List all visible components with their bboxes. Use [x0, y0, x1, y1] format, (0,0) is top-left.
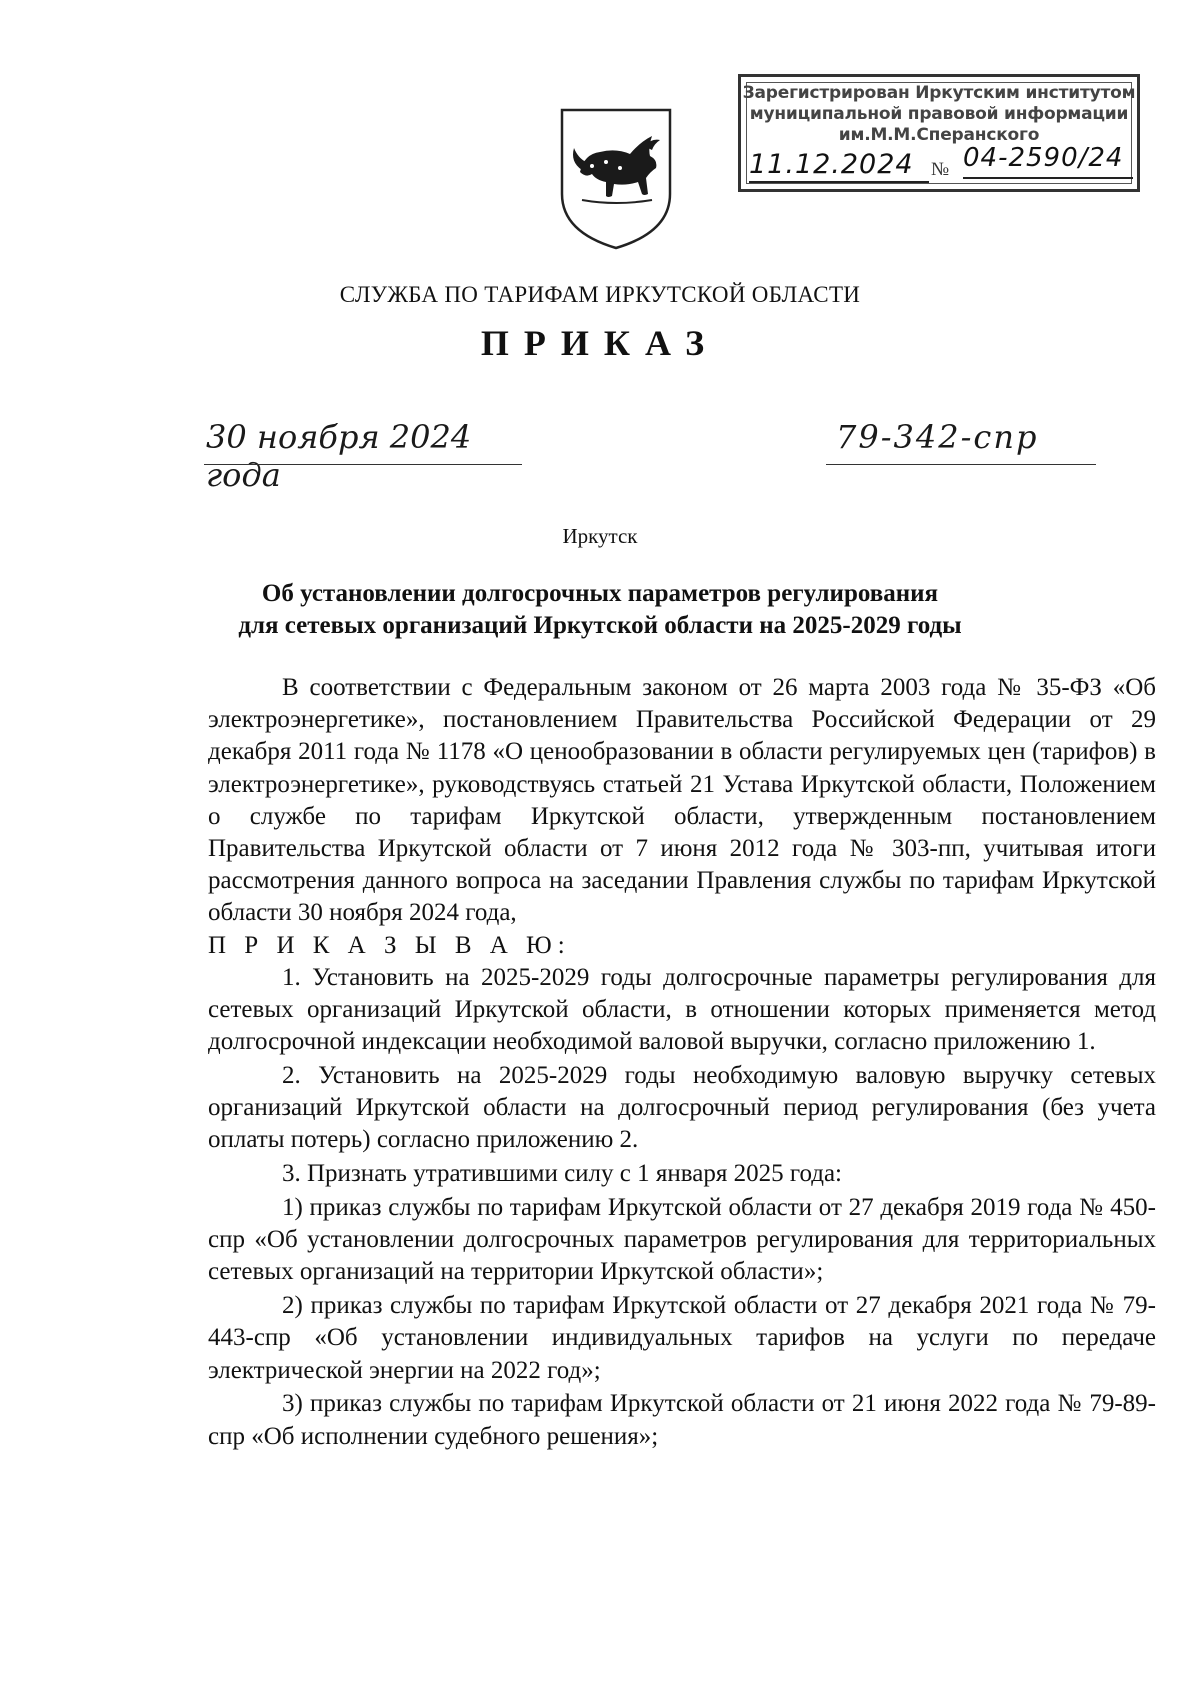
order-number-underline	[826, 464, 1096, 465]
item-3-subitem-3: 3) приказ службы по тарифам Иркутской области от 21 июня 2022 года № 79-89-спр «Об исполнении судебного решения»;	[208, 1390, 1156, 1450]
stamp-number-label: №	[931, 159, 950, 180]
agency-name: СЛУЖБА ПО ТАРИФАМ ИРКУТСКОЙ ОБЛАСТИ	[339, 282, 861, 307]
order-date-handwritten: 30 ноября 2024 года	[206, 418, 472, 494]
coat-of-arms-icon	[556, 102, 676, 252]
subject-line-2: для сетевых организаций Иркутской области на 2025-2029 годы	[238, 612, 962, 639]
stamp-line-1: Зарегистрирован Иркутским институтом	[742, 83, 1136, 103]
item-2: 2. Установить на 2025-2029 годы необходимую валовую выручку сетевых организаций Иркутской области на долгосрочный период регулирования (без учета оплаты потерь) согласно приложению 2.	[208, 1062, 1156, 1154]
order-date-underline	[204, 464, 522, 465]
city-name: Иркутск	[562, 524, 638, 548]
stamp-line-2: муниципальной правовой информации	[749, 104, 1129, 124]
registration-stamp	[738, 74, 1140, 192]
stamp-line-3: им.М.М.Сперанского	[838, 125, 1040, 145]
item-1: 1. Установить на 2025-2029 годы долгосрочные параметры регулирования для сетевых организаций Иркутской области, в отношении которых применяется метод долгосрочной индексации необходимой валовой выручки, согласно приложению 1.	[208, 963, 1156, 1056]
stamp-date-underline	[749, 181, 929, 183]
stamp-registration-number: 04-2590/24	[963, 143, 1124, 173]
order-number-handwritten: 79-342-спр	[836, 418, 1039, 456]
preamble-paragraph: В соответствии с Федеральным законом от 26 марта 2003 года № 35-ФЗ «Об электроэнергетике», постановлением Правительства Российской Федерации от 29 декабря 2011 года № 1178 «О ценообразовании в области регулируемых цен (тарифов) в электроэнергетике», руководствуясь статьей 21 Устава Иркутской области, Положением о службе по тарифам Иркутской области, утвержденным постановлением Правительства Иркутской области от 7 июня 2012 года № 303-пп, учитывая итоги рассмотрения данного вопроса на заседании Правления службы по тарифам Иркутской области 30 ноября 2024 года,	[208, 674, 1156, 927]
subject-line-1: Об установлении долгосрочных параметров регулирования	[261, 580, 939, 607]
stamp-number-underline	[963, 177, 1133, 179]
item-3-subitem-2: 2) приказ службы по тарифам Иркутской области от 27 декабря 2021 года № 79-443-спр «Об установлении индивидуальных тарифов на услуги по передаче электрической энергии на 2022 год»;	[208, 1292, 1156, 1384]
item-3-subitem-1: 1) приказ службы по тарифам Иркутской области от 27 декабря 2019 года № 450-спр «Об установлении долгосрочных параметров регулирования для территориальных сетевых организаций на территории Иркутской области»;	[208, 1194, 1156, 1286]
order-subject	[0, 578, 1200, 642]
item-3: 3. Признать утратившими силу с 1 января 2025 года:	[282, 1160, 842, 1188]
document-type-title: ПРИКАЗ	[480, 323, 720, 363]
stamp-registration-date: 11.12.2024	[749, 149, 914, 180]
order-body	[208, 672, 1156, 1453]
order-directive-word: П Р И К А З Ы В А Ю:	[208, 931, 571, 959]
